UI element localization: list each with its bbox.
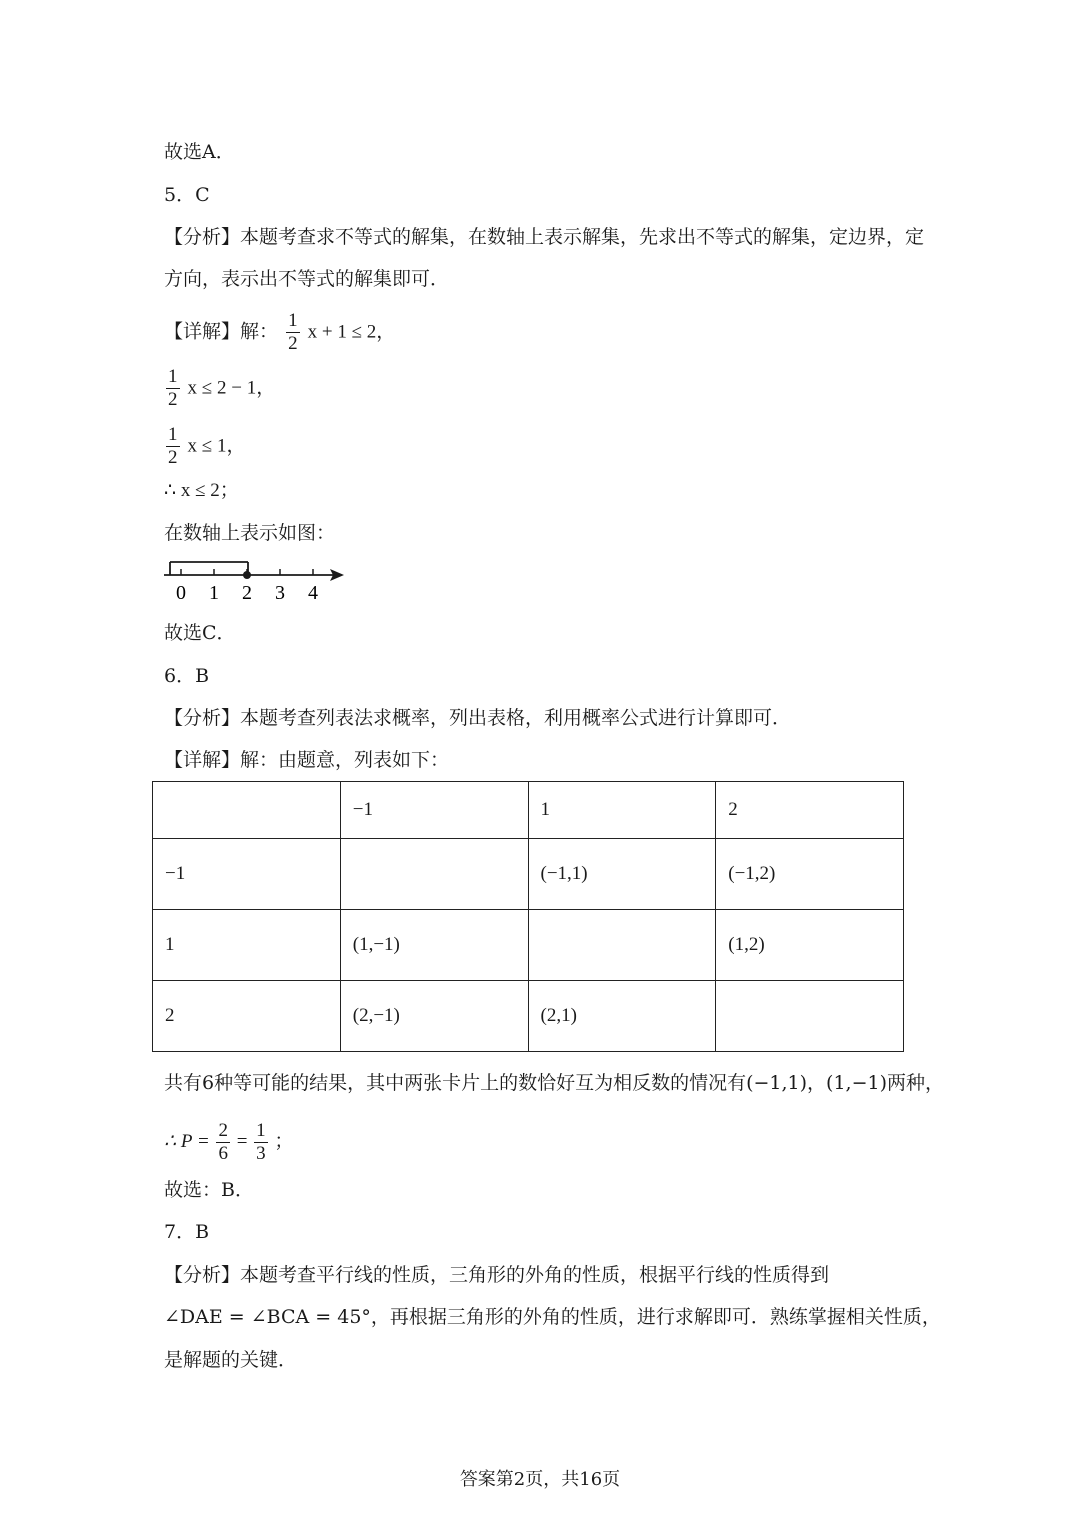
- table-cell: (1,−1): [340, 910, 528, 981]
- text-line: 故选：B．: [164, 1179, 254, 1201]
- denominator: 3: [256, 1143, 266, 1164]
- numerator: 1: [288, 310, 298, 331]
- fraction: [166, 424, 180, 469]
- analysis-line: 【分析】本题考查求不等式的解集，在数轴上表示解集，先求出不等式的解集，定边界，定: [164, 226, 925, 248]
- analysis-line: ∠DAE = ∠BCA = 45°，再根据三角形的外角的性质，进行求解即可．熟练掌握相关性质，: [164, 1306, 941, 1328]
- expression: x + 1 ≤ 2，: [307, 321, 396, 343]
- probability-table: [152, 781, 904, 1052]
- math-line: ∴ x ≤ 2；: [164, 480, 239, 501]
- tick-label: 4: [308, 582, 318, 604]
- analysis-line: 方向，表示出不等式的解集即可．: [164, 268, 450, 290]
- expression: ∴ P =: [164, 1130, 210, 1152]
- denominator: 2: [168, 447, 178, 468]
- table-cell: 2: [716, 782, 904, 839]
- fraction: [254, 1120, 268, 1165]
- punctuation: ；: [274, 1130, 294, 1152]
- tick-label: 2: [242, 582, 252, 604]
- math-line: [164, 1120, 293, 1165]
- fraction: [286, 310, 300, 355]
- table-cell: [153, 782, 341, 839]
- analysis-line: 【分析】本题考查列表法求概率，列出表格，利用概率公式进行计算即可．: [164, 707, 792, 729]
- table-cell: (1,2): [716, 910, 904, 981]
- denominator: 6: [218, 1143, 228, 1164]
- analysis-line: 【分析】本题考查平行线的性质，三角形的外角的性质，根据平行线的性质得到: [164, 1264, 830, 1286]
- math-line: [164, 366, 275, 411]
- text-line: 在数轴上表示如图：: [164, 522, 336, 544]
- analysis-line: 是解题的关键．: [164, 1349, 298, 1371]
- table-cell: 1: [153, 910, 341, 981]
- fraction: [216, 1120, 230, 1165]
- solution-line: [164, 310, 395, 355]
- text-line: 共有6种等可能的结果，其中两张卡片上的数恰好互为相反数的情况有(−1,1)，(1,−1)两种，: [164, 1072, 945, 1094]
- question-number: 5．C: [164, 184, 210, 206]
- table-row: [153, 839, 904, 910]
- table-cell: −1: [340, 782, 528, 839]
- table-row: [153, 981, 904, 1052]
- question-number: 6．B: [164, 665, 210, 687]
- numerator: 1: [168, 424, 178, 445]
- table-cell: [716, 981, 904, 1052]
- table-cell: (2,1): [528, 981, 716, 1052]
- solution-label: 【详解】解：: [164, 320, 279, 343]
- table-cell: (−1,1): [528, 839, 716, 910]
- table-cell: 2: [153, 981, 341, 1052]
- numerator: 1: [256, 1120, 266, 1141]
- table-cell: (−1,2): [716, 839, 904, 910]
- solution-line: 【详解】解：由题意，列表如下：: [164, 749, 450, 771]
- numerator: 1: [168, 366, 178, 387]
- equals-sign: =: [236, 1130, 248, 1152]
- text-line: 故选C．: [164, 622, 236, 644]
- table-row: [153, 910, 904, 981]
- number-line-diagram: [160, 555, 350, 605]
- expression: x ≤ 2 − 1，: [187, 377, 276, 399]
- table-cell: −1: [153, 839, 341, 910]
- table-header-row: [153, 782, 904, 839]
- expression: x ≤ 1，: [187, 435, 246, 457]
- text-line: 故选A．: [164, 141, 235, 163]
- fraction: [166, 366, 180, 411]
- numerator: 2: [218, 1120, 228, 1141]
- table-cell: [340, 839, 528, 910]
- tick-label: 0: [176, 582, 186, 604]
- endpoint-solid-dot: [243, 571, 251, 579]
- table-cell: (2,−1): [340, 981, 528, 1052]
- page-footer: 答案第2页，共16页: [459, 1469, 621, 1490]
- question-number: 7．B: [164, 1221, 210, 1243]
- table-cell: [528, 910, 716, 981]
- denominator: 2: [288, 333, 298, 354]
- tick-label: 3: [275, 582, 285, 604]
- denominator: 2: [168, 389, 178, 410]
- table-cell: 1: [528, 782, 716, 839]
- math-line: [164, 424, 245, 469]
- tick-label: 1: [209, 582, 219, 604]
